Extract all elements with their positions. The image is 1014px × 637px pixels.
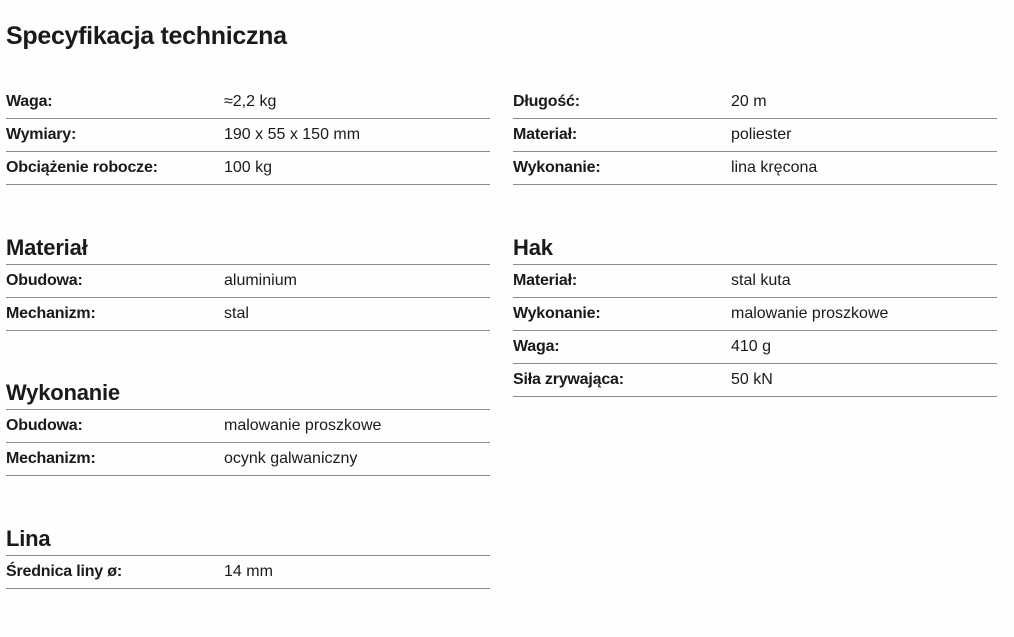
spec-value: 190 x 55 x 150 mm [224, 126, 361, 143]
section-title-lina: Lina [6, 522, 490, 556]
spec-value: ocynk galwaniczny [224, 450, 358, 467]
spec-key: Mechanizm: [6, 450, 96, 467]
general-specs-right [513, 86, 997, 185]
spec-value: 20 m [731, 93, 767, 110]
spec-row [513, 298, 997, 331]
spec-key: Wymiary: [6, 126, 77, 143]
section-title-hak: Hak [513, 231, 997, 265]
spec-key: Długość: [513, 93, 580, 110]
spec-row [6, 410, 490, 443]
spec-row [513, 265, 997, 298]
page-title: Specyfikacja techniczna [6, 22, 287, 50]
spec-row [513, 364, 997, 397]
section-title-wykonanie: Wykonanie [6, 376, 490, 410]
spec-value: lina kręcona [731, 159, 818, 176]
spec-value: 410 g [731, 338, 772, 355]
section-hak [513, 231, 997, 397]
spec-row [6, 152, 490, 185]
spec-value: ≈2,2 kg [224, 93, 277, 110]
spec-value: aluminium [224, 272, 297, 289]
spec-key: Wykonanie: [513, 305, 601, 322]
section-title-material: Materiał [6, 231, 490, 265]
section-lina [6, 522, 490, 589]
section-wykonanie [6, 376, 490, 476]
spec-value: poliester [731, 126, 792, 143]
spec-row [6, 556, 490, 589]
spec-key: Siła zrywająca: [513, 371, 624, 388]
spec-key: Obciążenie robocze: [6, 159, 158, 176]
spec-row [6, 265, 490, 298]
spec-row [513, 331, 997, 364]
spec-key: Średnica liny ø: [6, 563, 122, 580]
spec-key: Waga: [6, 93, 53, 110]
spec-key: Materiał: [513, 272, 577, 289]
spec-value: 50 kN [731, 371, 773, 388]
spec-row [6, 119, 490, 152]
spec-row [513, 119, 997, 152]
section-material [6, 231, 490, 331]
spec-row [6, 443, 490, 476]
spec-key: Wykonanie: [513, 159, 601, 176]
spec-value: malowanie proszkowe [731, 305, 889, 322]
spec-row [513, 152, 997, 185]
spec-row [6, 298, 490, 331]
spec-key: Materiał: [513, 126, 577, 143]
spec-value: 100 kg [224, 159, 273, 176]
spec-key: Waga: [513, 338, 560, 355]
spec-row [6, 86, 490, 119]
spec-value: stal [224, 305, 249, 322]
spec-key: Obudowa: [6, 417, 83, 434]
spec-value: stal kuta [731, 272, 791, 289]
spec-key: Obudowa: [6, 272, 83, 289]
spec-row [513, 86, 997, 119]
spec-value: malowanie proszkowe [224, 417, 382, 434]
general-specs-left [6, 86, 490, 185]
spec-key: Mechanizm: [6, 305, 96, 322]
spec-value: 14 mm [224, 563, 273, 580]
